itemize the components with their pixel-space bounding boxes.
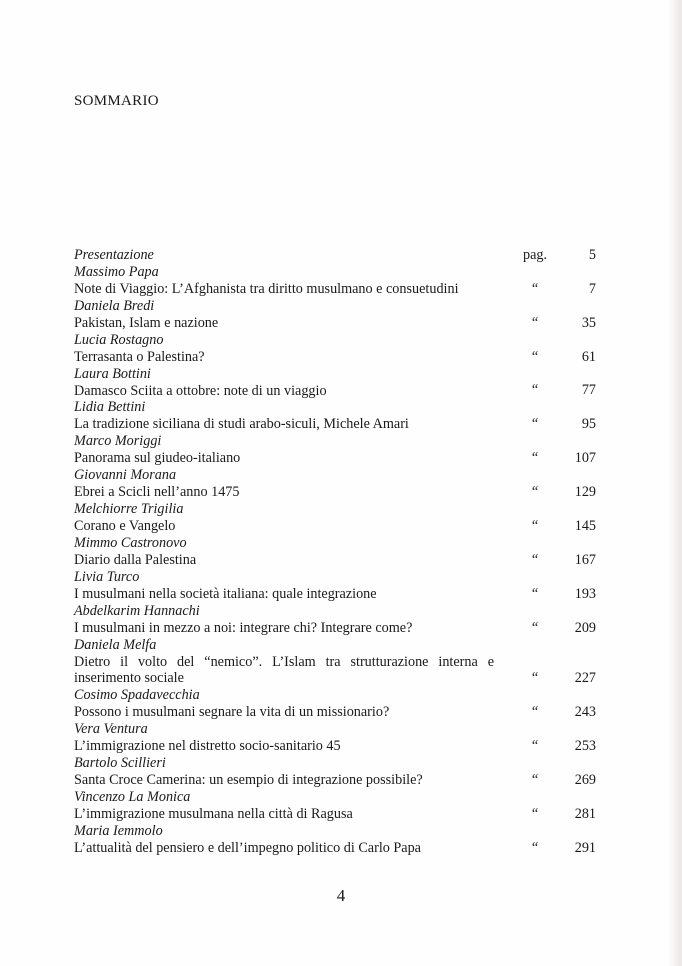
toc-author: Maria Iemmolo bbox=[74, 822, 163, 839]
toc-author-row bbox=[74, 687, 598, 704]
toc-page-marker: “ bbox=[531, 314, 539, 331]
toc-page-marker: “ bbox=[531, 805, 539, 822]
toc-title-row bbox=[74, 416, 598, 433]
toc-title-row bbox=[74, 654, 598, 688]
toc-author: Abdelkarim Hannachi bbox=[74, 602, 200, 619]
toc-title: L’immigrazione musulmana nella città di Ragusa bbox=[74, 805, 353, 822]
toc-author-row bbox=[74, 366, 598, 383]
toc-author: Daniela Bredi bbox=[74, 297, 155, 314]
toc-author: Melchiorre Trigilia bbox=[74, 501, 184, 518]
toc-title-row bbox=[74, 772, 598, 789]
toc-author-row bbox=[74, 247, 598, 264]
toc-page-marker: pag. bbox=[522, 246, 548, 263]
toc-page-number: 145 bbox=[574, 517, 596, 534]
toc-title: Ebrei a Scicli nell’anno 1475 bbox=[74, 484, 240, 501]
toc-page-marker: “ bbox=[531, 280, 539, 297]
toc-title: I musulmani in mezzo a noi: integrare chi? Integrare come? bbox=[74, 619, 413, 636]
toc-title: Diario dalla Palestina bbox=[74, 551, 197, 568]
toc-page-marker: “ bbox=[531, 704, 539, 721]
toc-page-marker: “ bbox=[531, 551, 539, 568]
toc-title: L’attualità del pensiero e dell’impegno politico di Carlo Papa bbox=[74, 839, 421, 856]
toc-page-marker: “ bbox=[531, 348, 539, 365]
toc-author: Mimmo Castronovo bbox=[74, 534, 187, 551]
toc-title: Dietro il volto del “nemico”. L’Islam tra strutturazione interna e inserimento sociale bbox=[74, 653, 494, 687]
toc-author: Marco Moriggi bbox=[74, 433, 162, 450]
toc-author-row bbox=[74, 433, 598, 450]
toc-author: Presentazione bbox=[74, 247, 154, 263]
toc-author: Vincenzo La Monica bbox=[74, 789, 191, 806]
toc-page-marker: “ bbox=[531, 585, 539, 602]
page-heading: SOMMARIO bbox=[74, 93, 159, 109]
toc-title-row bbox=[74, 840, 598, 857]
toc-title-row bbox=[74, 450, 598, 467]
toc-page-number: 193 bbox=[574, 585, 596, 602]
toc-author-row bbox=[74, 721, 598, 738]
toc-page-marker: “ bbox=[531, 738, 539, 755]
toc-author-row bbox=[74, 789, 598, 806]
toc-title: Possono i musulmani segnare la vita di un missionario? bbox=[74, 704, 390, 721]
toc-author-row bbox=[74, 823, 598, 840]
toc-author-row bbox=[74, 637, 598, 654]
toc-page-number: 7 bbox=[588, 280, 596, 297]
toc-page-marker: “ bbox=[531, 450, 539, 467]
toc-author-row bbox=[74, 264, 598, 281]
toc-title: L’immigrazione nel distretto socio-sanitario 45 bbox=[74, 738, 341, 755]
toc-author-row bbox=[74, 399, 598, 416]
page-number: 4 bbox=[336, 886, 346, 905]
toc-page-marker: “ bbox=[531, 772, 539, 789]
toc-page-number: 107 bbox=[574, 450, 596, 467]
toc-title-row bbox=[74, 383, 598, 400]
toc-page-number: 35 bbox=[581, 314, 596, 331]
toc-page-marker: “ bbox=[531, 619, 539, 636]
toc-title-row bbox=[74, 738, 598, 755]
toc-title: Santa Croce Camerina: un esempio di integrazione possibile? bbox=[74, 772, 423, 789]
toc-page-marker: “ bbox=[531, 839, 539, 856]
toc-author: Vera Ventura bbox=[74, 721, 148, 738]
toc-author: Cosimo Spadavecchia bbox=[74, 687, 200, 704]
toc-title-row bbox=[74, 281, 598, 298]
toc-author-row bbox=[74, 501, 598, 518]
toc-title-row bbox=[74, 349, 598, 366]
toc-title-row bbox=[74, 552, 598, 569]
toc-title: I musulmani nella società italiana: quale integrazione bbox=[74, 585, 377, 602]
toc-page-number: 5 bbox=[588, 246, 596, 263]
toc-author-row bbox=[74, 332, 598, 349]
toc-author: Bartolo Scillieri bbox=[74, 755, 166, 772]
toc-page-number: 243 bbox=[574, 704, 596, 721]
toc-page-marker: “ bbox=[531, 517, 539, 534]
toc-title: Corano e Vangelo bbox=[74, 518, 176, 534]
toc-page-number: 281 bbox=[574, 805, 596, 822]
toc-title: Damasco Sciita a ottobre: note di un viaggio bbox=[74, 382, 327, 399]
toc-title-row bbox=[74, 518, 598, 535]
toc-title: Note di Viaggio: L’Afghanista tra diritto musulmano e consuetudini bbox=[74, 280, 459, 297]
toc-page-marker: “ bbox=[531, 382, 539, 399]
toc-title-row bbox=[74, 315, 598, 332]
toc-title-row bbox=[74, 586, 598, 603]
toc-title: Pakistan, Islam e nazione bbox=[74, 314, 219, 331]
toc-page-number: 129 bbox=[574, 484, 596, 501]
toc-author: Livia Turco bbox=[74, 568, 140, 585]
toc-author: Laura Bottini bbox=[74, 365, 151, 382]
toc-page-number: 77 bbox=[581, 382, 596, 399]
toc-author-row bbox=[74, 603, 598, 620]
toc-page-number: 167 bbox=[574, 551, 596, 568]
toc-author: Daniela Melfa bbox=[74, 636, 157, 653]
toc-author-row bbox=[74, 467, 598, 484]
toc-author-row bbox=[74, 298, 598, 315]
toc-page-number: 269 bbox=[574, 772, 596, 789]
toc-page-number: 209 bbox=[574, 619, 596, 636]
toc-author: Giovanni Morana bbox=[74, 467, 177, 484]
toc-page-marker: “ bbox=[531, 416, 539, 433]
toc-title-row bbox=[74, 806, 598, 823]
toc-page-number: 227 bbox=[574, 670, 596, 687]
toc-author: Lidia Bettini bbox=[74, 399, 146, 416]
toc-title-row bbox=[74, 620, 598, 637]
toc-page-marker: “ bbox=[531, 670, 539, 687]
toc-page-number: 95 bbox=[581, 416, 596, 433]
toc-author: Lucia Rostagno bbox=[74, 331, 164, 348]
toc-title-row bbox=[74, 704, 598, 721]
toc-title: La tradizione siciliana di studi arabo-siculi, Michele Amari bbox=[74, 416, 409, 433]
toc-author: Massimo Papa bbox=[74, 263, 159, 280]
table-of-contents bbox=[74, 247, 598, 857]
toc-page-number: 291 bbox=[574, 839, 596, 856]
toc-author-row bbox=[74, 569, 598, 586]
toc-page-number: 253 bbox=[574, 738, 596, 755]
toc-title: Panorama sul giudeo-italiano bbox=[74, 450, 241, 467]
toc-author-row bbox=[74, 755, 598, 772]
toc-author-row bbox=[74, 535, 598, 552]
toc-page-number: 61 bbox=[581, 348, 596, 365]
toc-title-row bbox=[74, 484, 598, 501]
page-edge-shadow bbox=[668, 0, 682, 966]
toc-page-marker: “ bbox=[531, 484, 539, 501]
toc-title: Terrasanta o Palestina? bbox=[74, 348, 205, 365]
